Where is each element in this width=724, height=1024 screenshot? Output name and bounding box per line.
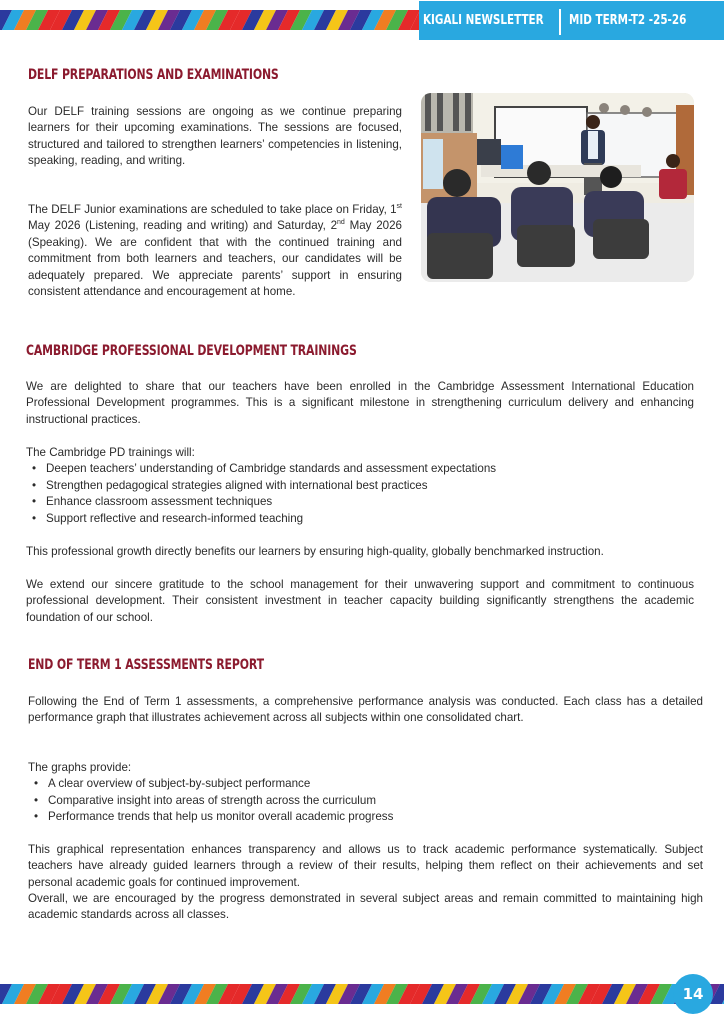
- cambridge-closing-2: We extend our sincere gratitude to the school management for their unwavering support and commitment to continuous professional development. Their consistent investment in teacher capacity building significantly strengthens the academic foundation of our school.: [26, 578, 694, 624]
- assessments-closing-2: Overall, we are encouraged by the progress demonstrated in several subject areas and remain committed to maintaining high academic standards across all classes.: [28, 892, 703, 922]
- cambridge-intro: We are delighted to share that our teachers have been enrolled in the Cambridge Assessment International Education Professional Development programmes. This is a significant milestone in strengthening curriculum delivery and enhancing instructional practices.: [26, 380, 694, 426]
- section-heading-delf: DELF PREPARATIONS AND EXAMINATIONS: [28, 67, 279, 83]
- list-item: • A clear overview of subject-by-subject performance: [28, 776, 393, 793]
- delf-paragraph-2: [28, 202, 402, 300]
- decorative-footer-band: [0, 984, 724, 1004]
- edition-label: MID TERM-T2 -25-26: [569, 13, 687, 28]
- cambridge-closing-1: This professional growth directly benefits our learners by ensuring high-quality, globally benchmarked instruction.: [26, 545, 604, 558]
- delf-text: May 2026 (Speaking). We are confident that with the continued training and commitment from both learners and teachers, our candidates will be adequately prepared. We appreciate parents’ support in ensuring consistent attendance and encouragement at home.: [28, 219, 402, 299]
- classroom-photo-image: [421, 93, 694, 282]
- section-heading-assessments: END OF TERM 1 ASSESSMENTS REPORT: [28, 657, 264, 673]
- list-item: • Support reflective and research-informed teaching: [26, 511, 496, 528]
- header-divider: [559, 9, 561, 35]
- stripe-pattern-icon: [0, 984, 724, 1004]
- assessments-bullet-list: [28, 776, 393, 826]
- delf-paragraph-1: Our DELF training sessions are ongoing as we continue preparing learners for their upcoming examinations. The sessions are focused, structured and tailored to strengthen learners’ competencies in listening, speaking, reading, and writing.: [28, 105, 402, 168]
- ordinal-suffix: nd: [337, 219, 345, 227]
- assessments-intro: Following the End of Term 1 assessments, a comprehensive performance analysis was conducted. Each class has a detailed performance graph that illustrates achievement across all subjects within one consolidated chart.: [28, 695, 703, 725]
- classroom-photo: [421, 93, 694, 282]
- delf-text: The DELF Junior examinations are scheduled to take place on Friday, 1: [28, 203, 397, 216]
- newsletter-title: KIGALI NEWSLETTER: [423, 13, 544, 28]
- page-number-badge: [673, 974, 713, 1014]
- delf-text: May 2026 (Listening, reading and writing) and Saturday, 2: [28, 219, 338, 233]
- decorative-header-band: [0, 10, 424, 30]
- section-heading-cambridge: CAMBRIDGE PROFESSIONAL DEVELOPMENT TRAININGS: [26, 343, 357, 359]
- page-number: 14: [682, 985, 704, 1003]
- newsletter-header: [419, 1, 724, 40]
- cambridge-bullet-list: [26, 461, 496, 527]
- list-item: • Comparative insight into areas of strength across the curriculum: [28, 793, 393, 810]
- ordinal-suffix: st: [396, 203, 402, 211]
- assessments-list-intro: The graphs provide:: [28, 761, 132, 774]
- list-item: • Performance trends that help us monitor overall academic progress: [28, 809, 393, 826]
- stripe-pattern-icon: [0, 10, 424, 30]
- list-item: • Enhance classroom assessment techniques: [26, 494, 496, 511]
- list-item: • Strengthen pedagogical strategies aligned with international best practices: [26, 478, 496, 495]
- assessments-closing-1: This graphical representation enhances transparency and allows us to track academic performance systematically. Subject teachers have already guided learners through a review of their results, helping them reflect on their achievements and set personal academic goals for continued improvement.: [28, 843, 703, 889]
- list-item: • Deepen teachers’ understanding of Cambridge standards and assessment expectations: [26, 461, 496, 478]
- cambridge-list-intro: The Cambridge PD trainings will:: [26, 446, 195, 459]
